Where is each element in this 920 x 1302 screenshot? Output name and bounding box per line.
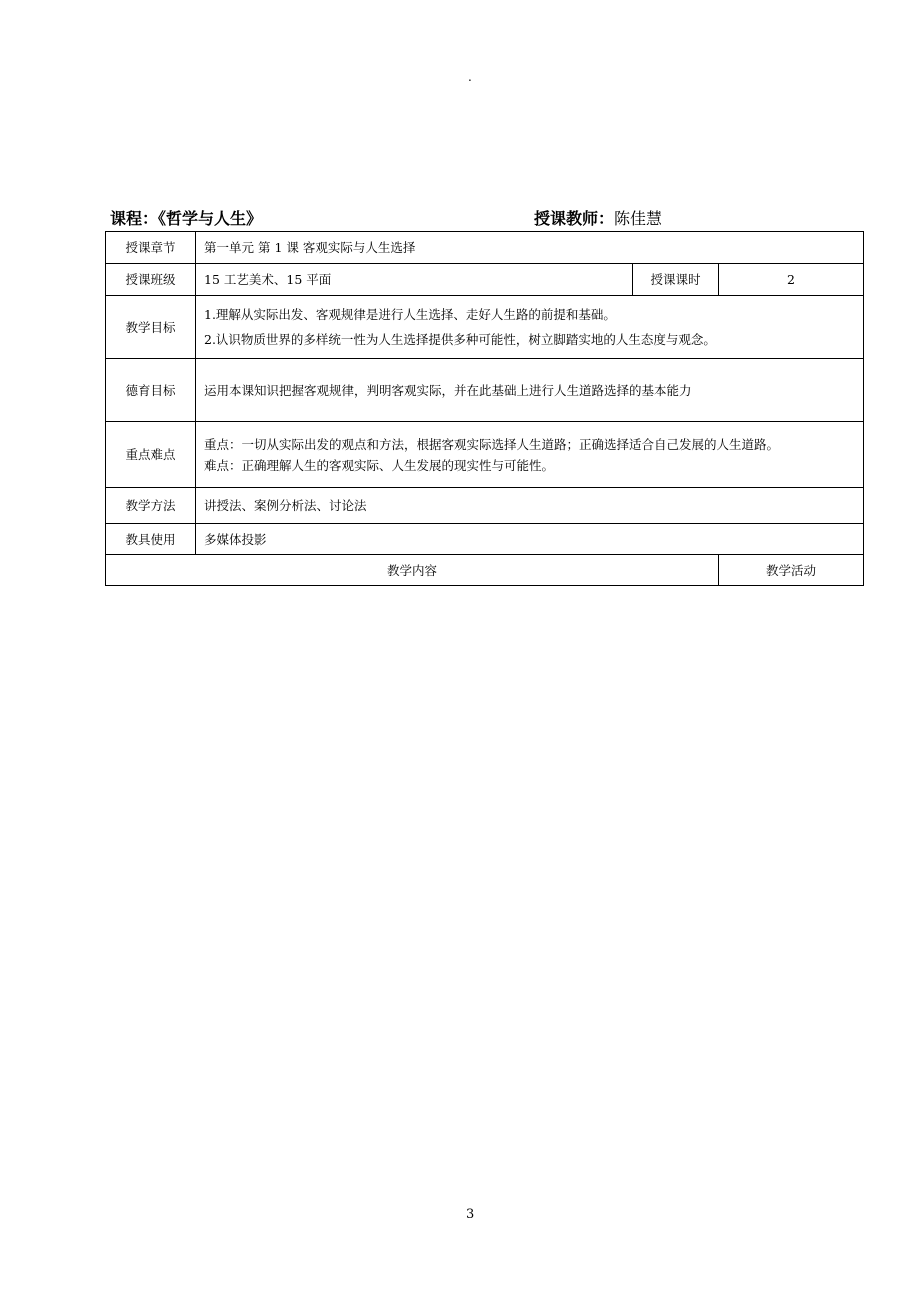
tools-label: 教具使用 xyxy=(106,524,196,555)
activity-header: 教学活动 xyxy=(719,555,864,586)
key-points-value xyxy=(196,422,864,488)
row-key-points xyxy=(106,422,864,488)
method-value: 讲授法、案例分析法、讨论法 xyxy=(196,488,864,524)
teaching-goal-value xyxy=(196,296,864,359)
hours-value: 2 xyxy=(719,264,864,296)
teaching-goal-line-2: 2.认识物质世界的多样统一性为人生选择提供多种可能性，树立脚踏实地的人生态度与观念。 xyxy=(204,332,716,347)
content-header: 教学内容 xyxy=(106,555,719,586)
key-points-label: 重点难点 xyxy=(106,422,196,488)
row-class xyxy=(106,264,864,296)
course-info xyxy=(110,206,262,229)
document-header xyxy=(110,206,870,230)
teacher-label: 授课教师： xyxy=(534,209,615,228)
key-point-focus: 重点：一切从实际出发的观点和方法，根据客观实际选择人生道路；正确选择适合自己发展的人生道路。 xyxy=(204,436,780,452)
class-label: 授课班级 xyxy=(106,264,196,296)
row-chapter xyxy=(106,232,864,264)
teaching-goal-label: 教学目标 xyxy=(106,296,196,359)
row-content-header xyxy=(106,555,864,586)
course-title: 《哲学与人生》 xyxy=(158,209,263,228)
row-tools xyxy=(106,524,864,555)
course-label: 课程： xyxy=(110,209,159,228)
chapter-value: 第一单元 第 1 课 客观实际与人生选择 xyxy=(196,232,864,264)
row-moral-goal xyxy=(106,359,864,422)
class-value: 15 工艺美术、15 平面 xyxy=(196,264,633,296)
teaching-goal-line-1: 1.理解从实际出发、客观规律是进行人生选择、走好人生路的前提和基础。 xyxy=(204,307,616,322)
row-method xyxy=(106,488,864,524)
key-point-difficulty: 难点：正确理解人生的客观实际、人生发展的现实性与可能性。 xyxy=(204,457,555,473)
hours-label: 授课课时 xyxy=(633,264,719,296)
moral-goal-label: 德育目标 xyxy=(106,359,196,422)
teacher-name: 陈佳慧 xyxy=(614,209,663,228)
tools-value: 多媒体投影 xyxy=(196,524,864,555)
top-mark: . xyxy=(468,70,472,84)
page-number: 3 xyxy=(466,1207,475,1222)
chapter-label: 授课章节 xyxy=(106,232,196,264)
teacher-info xyxy=(534,206,662,229)
moral-goal-value: 运用本课知识把握客观规律，判明客观实际，并在此基础上进行人生道路选择的基本能力 xyxy=(196,359,864,422)
lesson-plan-table xyxy=(105,231,864,586)
method-label: 教学方法 xyxy=(106,488,196,524)
row-teaching-goal xyxy=(106,296,864,359)
